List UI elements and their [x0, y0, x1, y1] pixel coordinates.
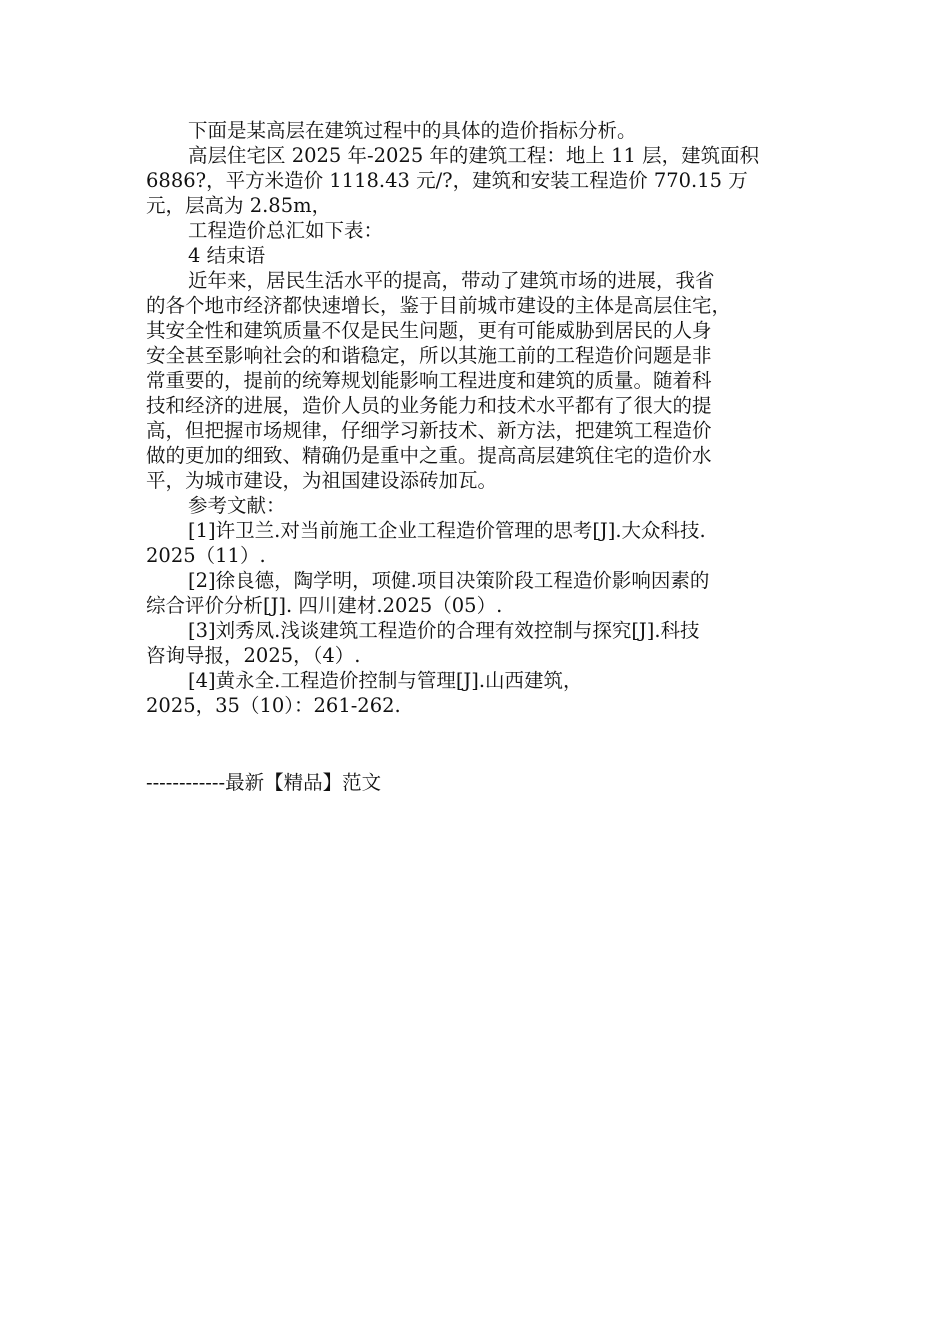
text-line: 其安全性和建筑质量不仅是民生问题，更有可能威胁到居民的人身	[146, 319, 712, 342]
text-line: 高层住宅区 2025 年-2025 年的建筑工程：地上 11 层，建筑面积	[188, 144, 760, 167]
text-line: 常重要的，提前的统筹规划能影响工程进度和建筑的质量。随着科	[146, 369, 712, 392]
text-line: 下面是某高层在建筑过程中的具体的造价指标分析。	[188, 119, 637, 142]
text-line: 元，层高为 2.85m，	[146, 194, 332, 217]
reference-line: [1]许卫兰.对当前施工企业工程造价管理的思考[J].大众科技.	[188, 519, 706, 542]
text-line: 的各个地市经济都快速增长，鉴于目前城市建设的主体是高层住宅，	[146, 294, 732, 317]
text-line: 做的更加的细致、精确仍是重中之重。提高高层建筑住宅的造价水	[146, 444, 712, 467]
text-line: 6886?，平方米造价 1118.43 元/?，建筑和安装工程造价 770.15 万	[146, 169, 748, 192]
references-heading: 参考文献：	[188, 494, 286, 517]
section-heading: 4 结束语	[188, 244, 266, 267]
reference-line: 综合评价分析[J]. 四川建材.2025（05）.	[146, 594, 503, 617]
text-line: 工程造价总汇如下表：	[188, 219, 384, 242]
page-footer: ------------最新【精品】范文	[146, 771, 382, 794]
reference-line: 2025（11）.	[146, 544, 266, 567]
text-line: 平，为城市建设，为祖国建设添砖加瓦。	[146, 469, 498, 492]
reference-line: 2025，35（10）：261-262.	[146, 694, 401, 717]
reference-line: [2]徐良德，陶学明，项健.项目决策阶段工程造价影响因素的	[188, 569, 710, 592]
text-line: 技和经济的进展，造价人员的业务能力和技术水平都有了很大的提	[146, 394, 712, 417]
text-line: 高，但把握市场规律，仔细学习新技术、新方法，把建筑工程造价	[146, 419, 712, 442]
text-line: 安全甚至影响社会的和谐稳定，所以其施工前的工程造价问题是非	[146, 344, 712, 367]
reference-line: [3]刘秀凤.浅谈建筑工程造价的合理有效控制与探究[J].科技	[188, 619, 700, 642]
reference-line: 咨询导报，2025，（4）.	[146, 644, 361, 667]
text-line: 近年来，居民生活水平的提高，带动了建筑市场的进展，我省	[188, 269, 715, 292]
document-body	[146, 118, 806, 718]
reference-line: [4]黄永全.工程造价控制与管理[J].山西建筑，	[188, 669, 583, 692]
